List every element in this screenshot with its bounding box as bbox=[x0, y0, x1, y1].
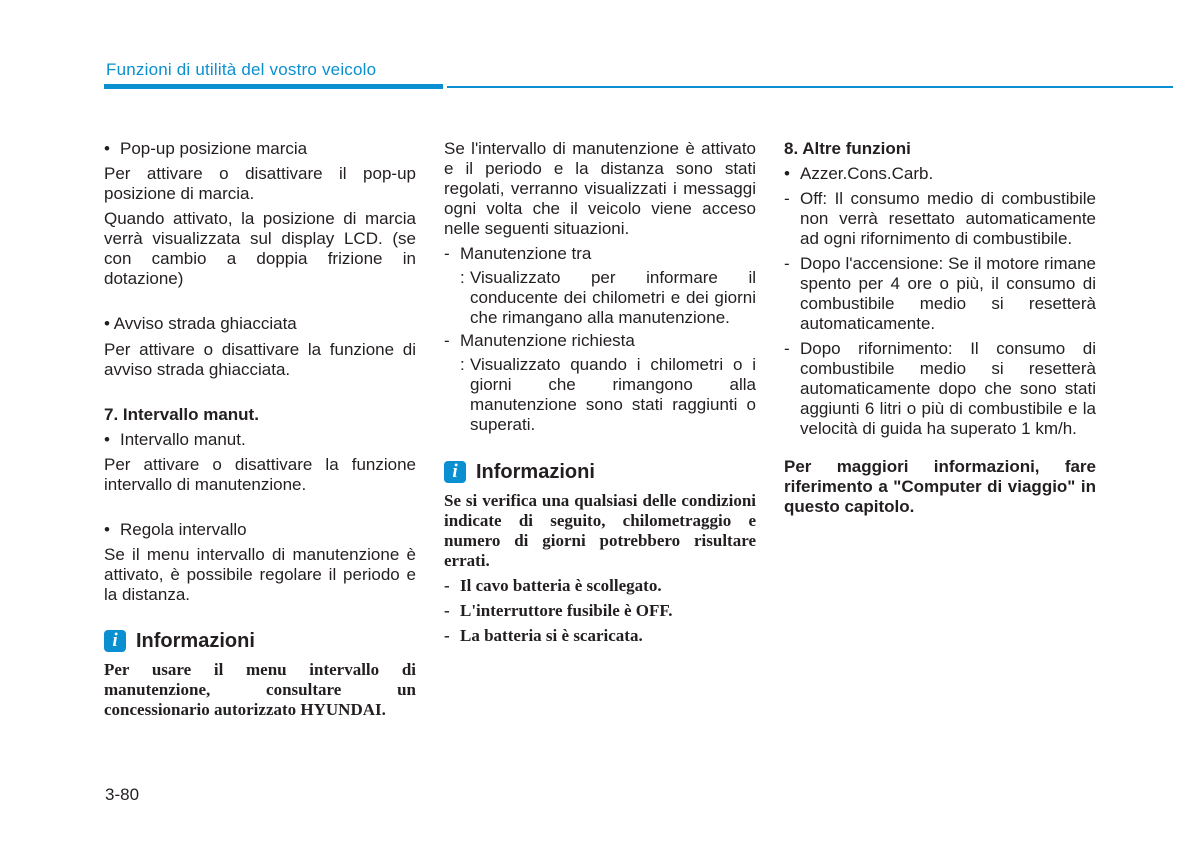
info-text: Se si verifica una qualsiasi delle condizioni indicate di seguito, chilometraggio e numero di giorni potrebbero risultare errati. bbox=[444, 491, 756, 570]
header-rule-thin bbox=[447, 86, 1173, 88]
dash-marker: - bbox=[784, 189, 790, 208]
paragraph: Quando attivato, la posizione di marcia verrà visualizzata sul display LCD. (se con cambio a doppia frizione in dotazione) bbox=[104, 209, 416, 288]
list-item-maintenance-in: - Manutenzione tra bbox=[444, 244, 592, 263]
info-title: Informazioni bbox=[476, 461, 595, 483]
list-item-description: : Visualizzato quando i chilometri o i giorni che rimangono alla manutenzione sono stati raggiunti o superati. bbox=[460, 355, 756, 434]
running-header: Funzioni di utilità del vostro veicolo bbox=[106, 60, 377, 79]
dash-marker: - bbox=[444, 601, 450, 620]
info-list-item: - L'interruttore fusibile è OFF. bbox=[444, 601, 673, 620]
dash-marker: - bbox=[784, 254, 790, 273]
bullet-service-interval: • Intervallo manut. bbox=[104, 430, 246, 449]
list-item-after-ignition: - Dopo l'accensione: Se il motore rimane spento per 4 ore o più, il consumo di combustibile medio si resetterà automaticamente. bbox=[784, 254, 1096, 333]
paragraph: Se l'intervallo di manutenzione è attivato e il periodo e la distanza sono stati regolati, verranno visualizzati i messaggi ogni volta che il veicolo viene acceso nelle seguenti situazioni. bbox=[444, 139, 756, 238]
list-item-description: : Visualizzato per informare il conducente dei chilometri e dei giorni che rimangano alla manutenzione. bbox=[460, 268, 756, 327]
section-heading-7: 7. Intervallo manut. bbox=[104, 405, 259, 424]
info-box-heading bbox=[104, 630, 416, 652]
dash-marker: - bbox=[444, 331, 450, 350]
section-heading-8: 8. Altre funzioni bbox=[784, 139, 911, 158]
paragraph: Per attivare o disattivare la funzione intervallo di manutenzione. bbox=[104, 455, 416, 494]
list-item-maintenance-required: - Manutenzione richiesta bbox=[444, 331, 635, 350]
info-box-heading bbox=[444, 461, 756, 483]
bullet-fuel-reset: • Azzer.Cons.Carb. bbox=[784, 164, 934, 183]
bullet-adjust-interval: • Regola intervallo bbox=[104, 520, 247, 539]
column-left bbox=[104, 139, 416, 720]
bullet-icy-road: • Avviso strada ghiacciata bbox=[104, 314, 297, 333]
colon-marker: : bbox=[460, 268, 465, 287]
dash-marker: - bbox=[444, 576, 450, 595]
bullet-marker: • bbox=[104, 520, 110, 539]
bullet-marker: • bbox=[784, 164, 790, 183]
dash-marker: - bbox=[444, 244, 450, 263]
dash-marker: - bbox=[784, 339, 790, 358]
column-right bbox=[784, 139, 1096, 517]
info-icon: i bbox=[104, 630, 126, 652]
dash-marker: - bbox=[444, 626, 450, 645]
info-icon: i bbox=[444, 461, 466, 483]
header-rule-thick bbox=[104, 84, 443, 89]
info-list-item: - Il cavo batteria è scollegato. bbox=[444, 576, 662, 595]
paragraph: Per attivare o disattivare il pop-up posizione di marcia. bbox=[104, 164, 416, 203]
column-middle bbox=[444, 139, 756, 646]
bullet-popup-gear: • Pop-up posizione marcia bbox=[104, 139, 308, 158]
colon-marker: : bbox=[460, 355, 465, 374]
more-info-note: Per maggiori informazioni, fare riferimento a "Computer di viaggio" in questo capitolo. bbox=[784, 457, 1096, 516]
info-title: Informazioni bbox=[136, 630, 255, 652]
page-number: 3-80 bbox=[105, 785, 140, 804]
bullet-marker: • bbox=[104, 139, 110, 158]
paragraph: Se il menu intervallo di manutenzione è attivato, è possibile regolare il periodo e la distanza. bbox=[104, 545, 416, 604]
bullet-marker: • bbox=[104, 430, 110, 449]
list-item-after-refuel: - Dopo rifornimento: Il consumo di combustibile medio si resetterà automaticamente dopo che sono stati aggiunti 6 litri o più di combustibile e la velocità di guida ha superato 1 km/h. bbox=[784, 339, 1096, 438]
paragraph: Per attivare o disattivare la funzione di avviso strada ghiacciata. bbox=[104, 340, 416, 379]
info-text: Per usare il menu intervallo di manutenzione, consultare un concessionario autorizzato HYUNDAI. bbox=[104, 660, 416, 719]
info-list-item: - La batteria si è scaricata. bbox=[444, 626, 643, 645]
list-item-off: - Off: Il consumo medio di combustibile non verrà resettato automaticamente ad ogni rifornimento di combustibile. bbox=[784, 189, 1096, 248]
